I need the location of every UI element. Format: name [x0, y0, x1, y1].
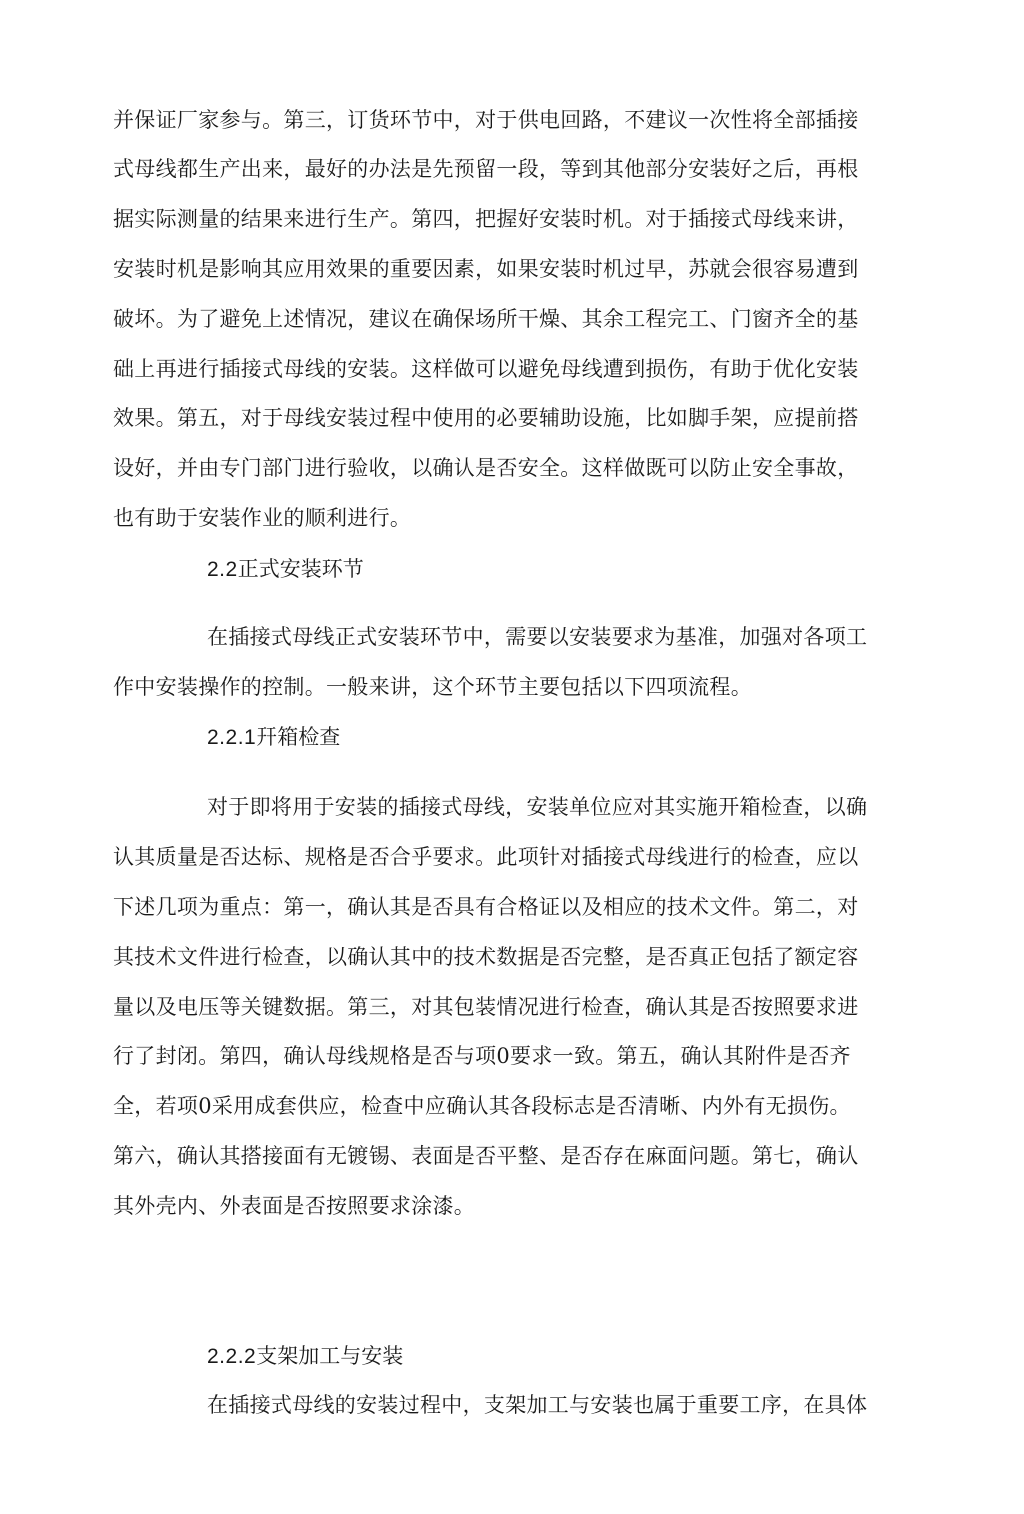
paragraph-line: 础上再进行插接式母线的安装。这样做可以避免母线遭到损伤，有助于优化安装	[113, 357, 859, 381]
paragraph-line: 对于即将用于安装的插接式母线，安装单位应对其实施开箱检查，以确	[207, 795, 868, 819]
paragraph-line: 在插接式母线的安装过程中，支架加工与安装也属于重要工序，在具体	[207, 1393, 868, 1417]
paragraph-line: 其技术文件进行检查，以确认其中的技术数据是否完整，是否真正包括了额定容	[113, 945, 859, 969]
paragraph-line: 量以及电压等关键数据。第三，对其包装情况进行检查，确认其是否按照要求进	[113, 995, 859, 1019]
section-title: 正式安装环节	[237, 557, 364, 581]
paragraph-line: 并保证厂家参与。第三，订货环节中，对于供电回路，不建议一次性将全部插接	[113, 108, 859, 132]
section-number: 2.2	[207, 558, 238, 581]
paragraph-line: 认其质量是否达标、规格是否合乎要求。此项针对插接式母线进行的检查，应以	[113, 845, 859, 869]
section-number: 2.2.1	[207, 726, 257, 749]
paragraph-line: 安装时机是影响其应用效果的重要因素，如果安装时机过早，苏就会很容易遭到	[113, 257, 859, 281]
paragraph-line: 设好，并由专门部门进行验收，以确认是否安全。这样做既可以防止安全事故，	[113, 456, 859, 480]
paragraph-line: 效果。第五，对于母线安装过程中使用的必要辅助设施，比如脚手架，应提前搭	[113, 406, 859, 430]
paragraph-line: 其外壳内、外表面是否按照要求涂漆。	[113, 1194, 476, 1218]
section-heading	[207, 1342, 403, 1371]
paragraph-line: 在插接式母线正式安装环节中，需要以安装要求为基准，加强对各项工	[207, 625, 868, 649]
paragraph-line: 作中安装操作的控制。一般来讲，这个环节主要包括以下四项流程。	[113, 675, 752, 699]
paragraph-line: 破坏。为了避免上述情况，建议在确保场所干燥、其余工程完工、门窗齐全的基	[113, 307, 859, 331]
paragraph-line: 全，若项0采用成套供应，检查中应确认其各段标志是否清晰、内外有无损伤。	[113, 1094, 851, 1118]
paragraph-line: 下述几项为重点：第一，确认其是否具有合格证以及相应的技术文件。第二，对	[113, 895, 859, 919]
paragraph-line: 也有助于安装作业的顺利进行。	[113, 506, 412, 530]
paragraph-line: 据实际测量的结果来进行生产。第四，把握好安装时机。对于插接式母线来讲，	[113, 207, 859, 231]
paragraph-line: 第六，确认其搭接面有无镀锡、表面是否平整、是否存在麻面问题。第七，确认	[113, 1144, 859, 1168]
section-heading	[207, 723, 340, 752]
section-heading	[207, 555, 364, 584]
section-title: 支架加工与安装	[256, 1344, 404, 1368]
paragraph-line: 行了封闭。第四，确认母线规格是否与项0要求一致。第五，确认其附件是否齐	[113, 1044, 851, 1068]
section-title: 幵箱检查	[256, 725, 341, 749]
section-number: 2.2.2	[207, 1345, 257, 1368]
paragraph-line: 式母线都生产出来，最好的办法是先预留一段，等到其他部分安装好之后，再根	[113, 157, 859, 181]
